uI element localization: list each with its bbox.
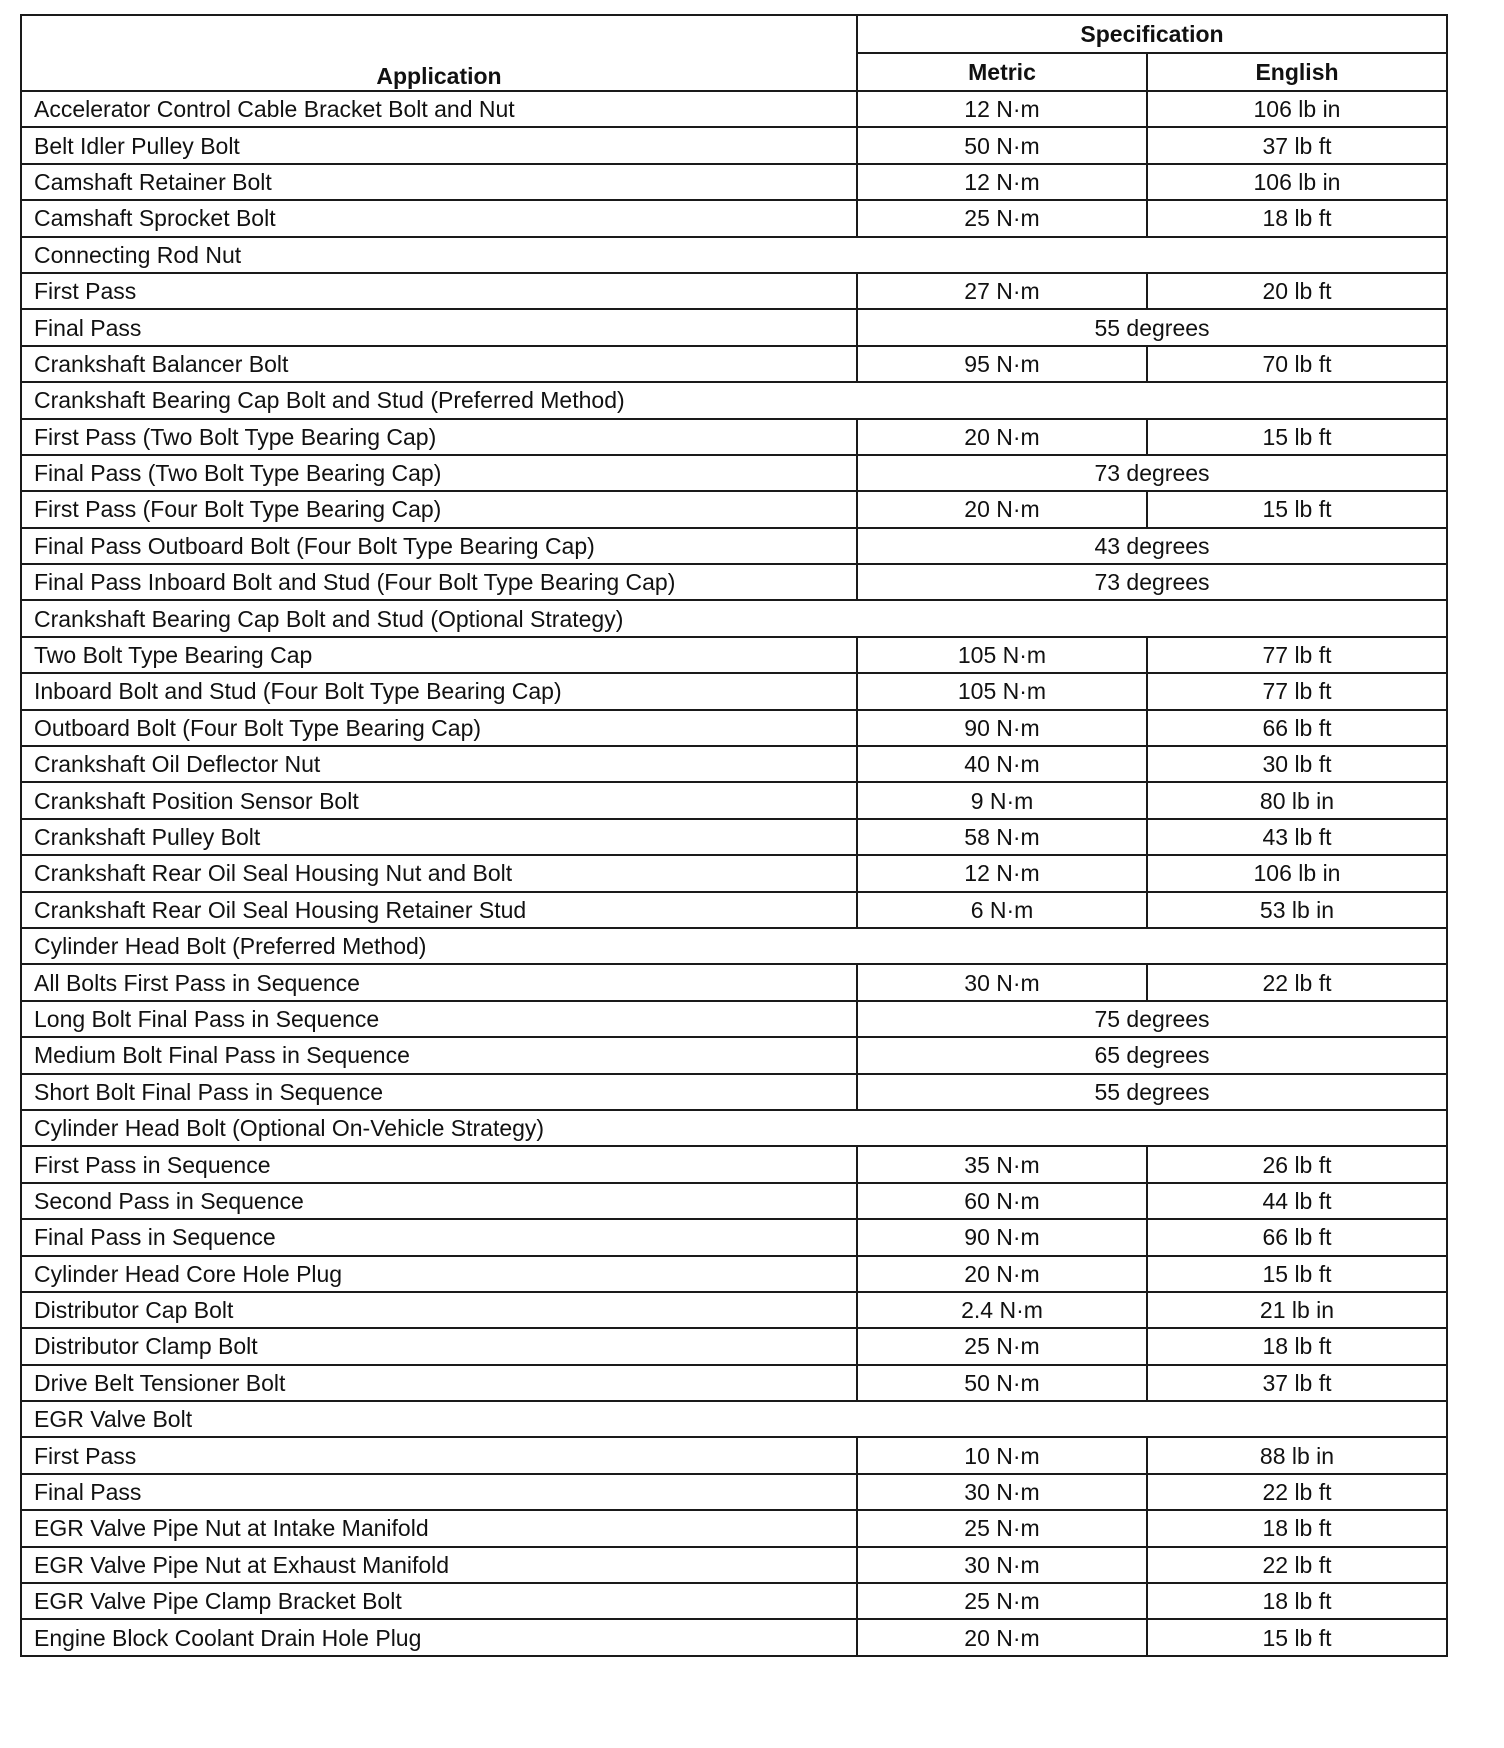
metric-value-cell: 20 N·m	[857, 419, 1147, 455]
table-row	[21, 1001, 1447, 1037]
angle-spec-cell: 73 degrees	[857, 564, 1447, 600]
application-cell: Accelerator Control Cable Bracket Bolt and Nut	[21, 91, 857, 127]
table-row	[21, 528, 1447, 564]
table-body	[21, 91, 1447, 1656]
application-cell: Distributor Clamp Bolt	[21, 1328, 857, 1364]
metric-value-cell: 105 N·m	[857, 673, 1147, 709]
table-row	[21, 237, 1447, 273]
application-cell: Outboard Bolt (Four Bolt Type Bearing Cap)	[21, 710, 857, 746]
table-row	[21, 382, 1447, 418]
metric-value-cell: 30 N·m	[857, 964, 1147, 1000]
metric-value-cell: 10 N·m	[857, 1437, 1147, 1473]
metric-column-header: Metric	[857, 53, 1147, 91]
metric-value-cell: 90 N·m	[857, 710, 1147, 746]
application-cell: Crankshaft Rear Oil Seal Housing Retainer Stud	[21, 892, 857, 928]
english-value-cell: 106 lb in	[1147, 91, 1447, 127]
application-cell: Final Pass Inboard Bolt and Stud (Four Bolt Type Bearing Cap)	[21, 564, 857, 600]
application-cell: EGR Valve Pipe Nut at Intake Manifold	[21, 1510, 857, 1546]
torque-spec-table	[20, 14, 1448, 1657]
english-value-cell: 26 lb ft	[1147, 1146, 1447, 1182]
group-heading-cell: Crankshaft Bearing Cap Bolt and Stud (Preferred Method)	[21, 382, 1447, 418]
table-row	[21, 1437, 1447, 1473]
metric-value-cell: 90 N·m	[857, 1219, 1147, 1255]
metric-value-cell: 2.4 N·m	[857, 1292, 1147, 1328]
table-row	[21, 1510, 1447, 1546]
metric-value-cell: 30 N·m	[857, 1474, 1147, 1510]
application-cell: Cylinder Head Core Hole Plug	[21, 1256, 857, 1292]
application-cell: First Pass (Four Bolt Type Bearing Cap)	[21, 491, 857, 527]
english-value-cell: 70 lb ft	[1147, 346, 1447, 382]
application-cell: Crankshaft Rear Oil Seal Housing Nut and Bolt	[21, 855, 857, 891]
application-cell: Camshaft Retainer Bolt	[21, 164, 857, 200]
application-cell: Crankshaft Oil Deflector Nut	[21, 746, 857, 782]
metric-value-cell: 20 N·m	[857, 491, 1147, 527]
table-row	[21, 600, 1447, 636]
english-value-cell: 106 lb in	[1147, 164, 1447, 200]
english-column-header: English	[1147, 53, 1447, 91]
header-row-top	[21, 15, 1447, 53]
table-row	[21, 1328, 1447, 1364]
english-value-cell: 22 lb ft	[1147, 1474, 1447, 1510]
application-cell: Crankshaft Pulley Bolt	[21, 819, 857, 855]
table-row	[21, 164, 1447, 200]
table-row	[21, 637, 1447, 673]
metric-value-cell: 20 N·m	[857, 1619, 1147, 1655]
application-cell: All Bolts First Pass in Sequence	[21, 964, 857, 1000]
english-value-cell: 20 lb ft	[1147, 273, 1447, 309]
english-value-cell: 88 lb in	[1147, 1437, 1447, 1473]
english-value-cell: 37 lb ft	[1147, 127, 1447, 163]
table-row	[21, 710, 1447, 746]
table-row	[21, 1110, 1447, 1146]
table-row	[21, 1547, 1447, 1583]
table-row	[21, 91, 1447, 127]
english-value-cell: 22 lb ft	[1147, 1547, 1447, 1583]
application-cell: First Pass (Two Bolt Type Bearing Cap)	[21, 419, 857, 455]
application-cell: Short Bolt Final Pass in Sequence	[21, 1074, 857, 1110]
metric-value-cell: 12 N·m	[857, 91, 1147, 127]
metric-value-cell: 60 N·m	[857, 1183, 1147, 1219]
english-value-cell: 106 lb in	[1147, 855, 1447, 891]
application-cell: Camshaft Sprocket Bolt	[21, 200, 857, 236]
english-value-cell: 30 lb ft	[1147, 746, 1447, 782]
application-cell: Two Bolt Type Bearing Cap	[21, 637, 857, 673]
english-value-cell: 18 lb ft	[1147, 1328, 1447, 1364]
table-row	[21, 419, 1447, 455]
application-cell: Drive Belt Tensioner Bolt	[21, 1365, 857, 1401]
english-value-cell: 77 lb ft	[1147, 637, 1447, 673]
metric-value-cell: 105 N·m	[857, 637, 1147, 673]
application-cell: Crankshaft Position Sensor Bolt	[21, 782, 857, 818]
application-cell: Final Pass in Sequence	[21, 1219, 857, 1255]
table-row	[21, 564, 1447, 600]
application-cell: First Pass in Sequence	[21, 1146, 857, 1182]
english-value-cell: 18 lb ft	[1147, 1510, 1447, 1546]
table-row	[21, 964, 1447, 1000]
table-row	[21, 1619, 1447, 1655]
english-value-cell: 15 lb ft	[1147, 1256, 1447, 1292]
application-cell: Second Pass in Sequence	[21, 1183, 857, 1219]
application-cell: Engine Block Coolant Drain Hole Plug	[21, 1619, 857, 1655]
table-row	[21, 273, 1447, 309]
table-row	[21, 928, 1447, 964]
table-row	[21, 346, 1447, 382]
metric-value-cell: 50 N·m	[857, 1365, 1147, 1401]
angle-spec-cell: 75 degrees	[857, 1001, 1447, 1037]
english-value-cell: 21 lb in	[1147, 1292, 1447, 1328]
table-row	[21, 673, 1447, 709]
metric-value-cell: 9 N·m	[857, 782, 1147, 818]
table-row	[21, 1037, 1447, 1073]
application-cell: Medium Bolt Final Pass in Sequence	[21, 1037, 857, 1073]
english-value-cell: 66 lb ft	[1147, 1219, 1447, 1255]
table-row	[21, 1583, 1447, 1619]
table-row	[21, 1074, 1447, 1110]
table-row	[21, 892, 1447, 928]
metric-value-cell: 25 N·m	[857, 1328, 1147, 1364]
english-value-cell: 15 lb ft	[1147, 419, 1447, 455]
english-value-cell: 66 lb ft	[1147, 710, 1447, 746]
table-row	[21, 819, 1447, 855]
group-heading-cell: Cylinder Head Bolt (Preferred Method)	[21, 928, 1447, 964]
angle-spec-cell: 43 degrees	[857, 528, 1447, 564]
table-row	[21, 1219, 1447, 1255]
metric-value-cell: 27 N·m	[857, 273, 1147, 309]
specification-column-header: Specification	[857, 15, 1447, 53]
table-row	[21, 491, 1447, 527]
table-row	[21, 1365, 1447, 1401]
group-heading-cell: Connecting Rod Nut	[21, 237, 1447, 273]
application-cell: EGR Valve Pipe Clamp Bracket Bolt	[21, 1583, 857, 1619]
application-cell: EGR Valve Pipe Nut at Exhaust Manifold	[21, 1547, 857, 1583]
metric-value-cell: 25 N·m	[857, 1510, 1147, 1546]
metric-value-cell: 40 N·m	[857, 746, 1147, 782]
table-row	[21, 1401, 1447, 1437]
angle-spec-cell: 55 degrees	[857, 1074, 1447, 1110]
table-row	[21, 1292, 1447, 1328]
metric-value-cell: 12 N·m	[857, 164, 1147, 200]
english-value-cell: 15 lb ft	[1147, 1619, 1447, 1655]
metric-value-cell: 12 N·m	[857, 855, 1147, 891]
table-row	[21, 200, 1447, 236]
english-value-cell: 18 lb ft	[1147, 200, 1447, 236]
table-row	[21, 309, 1447, 345]
application-cell: First Pass	[21, 273, 857, 309]
metric-value-cell: 6 N·m	[857, 892, 1147, 928]
angle-spec-cell: 73 degrees	[857, 455, 1447, 491]
application-cell: Belt Idler Pulley Bolt	[21, 127, 857, 163]
english-value-cell: 77 lb ft	[1147, 673, 1447, 709]
metric-value-cell: 58 N·m	[857, 819, 1147, 855]
application-cell: Final Pass	[21, 1474, 857, 1510]
group-heading-cell: EGR Valve Bolt	[21, 1401, 1447, 1437]
application-cell: Distributor Cap Bolt	[21, 1292, 857, 1328]
application-cell: Inboard Bolt and Stud (Four Bolt Type Bearing Cap)	[21, 673, 857, 709]
application-cell: Crankshaft Balancer Bolt	[21, 346, 857, 382]
application-cell: First Pass	[21, 1437, 857, 1473]
group-heading-cell: Cylinder Head Bolt (Optional On-Vehicle Strategy)	[21, 1110, 1447, 1146]
metric-value-cell: 25 N·m	[857, 1583, 1147, 1619]
table-row	[21, 782, 1447, 818]
table-row	[21, 855, 1447, 891]
table-row	[21, 455, 1447, 491]
english-value-cell: 43 lb ft	[1147, 819, 1447, 855]
table-header	[21, 15, 1447, 91]
english-value-cell: 18 lb ft	[1147, 1583, 1447, 1619]
application-cell: Final Pass Outboard Bolt (Four Bolt Type Bearing Cap)	[21, 528, 857, 564]
english-value-cell: 53 lb in	[1147, 892, 1447, 928]
english-value-cell: 22 lb ft	[1147, 964, 1447, 1000]
metric-value-cell: 20 N·m	[857, 1256, 1147, 1292]
metric-value-cell: 25 N·m	[857, 200, 1147, 236]
application-cell: Final Pass	[21, 309, 857, 345]
application-cell: Long Bolt Final Pass in Sequence	[21, 1001, 857, 1037]
group-heading-cell: Crankshaft Bearing Cap Bolt and Stud (Optional Strategy)	[21, 600, 1447, 636]
english-value-cell: 15 lb ft	[1147, 491, 1447, 527]
english-value-cell: 44 lb ft	[1147, 1183, 1447, 1219]
metric-value-cell: 30 N·m	[857, 1547, 1147, 1583]
metric-value-cell: 95 N·m	[857, 346, 1147, 382]
metric-value-cell: 50 N·m	[857, 127, 1147, 163]
application-column-header: Application	[21, 15, 857, 91]
table-row	[21, 1256, 1447, 1292]
application-cell: Final Pass (Two Bolt Type Bearing Cap)	[21, 455, 857, 491]
table-row	[21, 127, 1447, 163]
table-row	[21, 1474, 1447, 1510]
english-value-cell: 80 lb in	[1147, 782, 1447, 818]
english-value-cell: 37 lb ft	[1147, 1365, 1447, 1401]
angle-spec-cell: 55 degrees	[857, 309, 1447, 345]
table-row	[21, 746, 1447, 782]
metric-value-cell: 35 N·m	[857, 1146, 1147, 1182]
table-row	[21, 1146, 1447, 1182]
angle-spec-cell: 65 degrees	[857, 1037, 1447, 1073]
table-row	[21, 1183, 1447, 1219]
